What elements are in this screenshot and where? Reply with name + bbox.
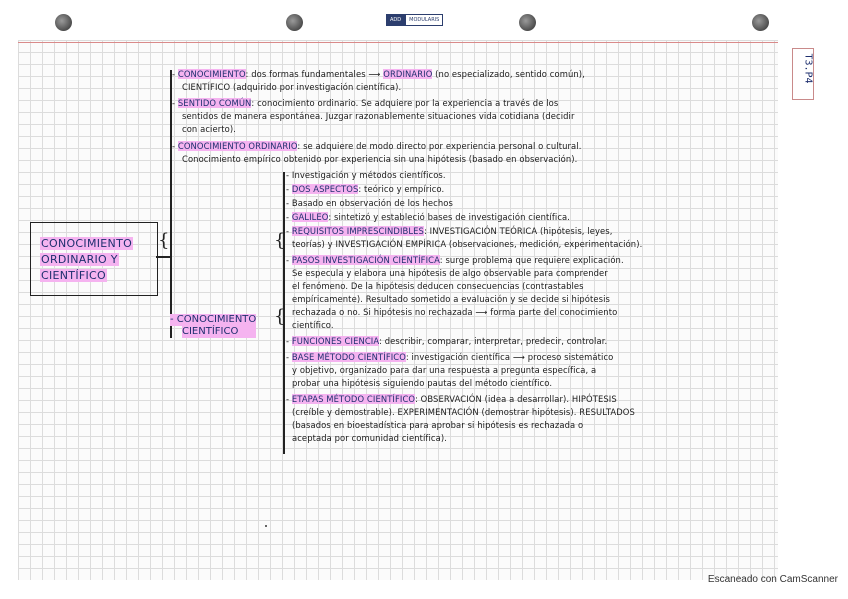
binder-hole-icon bbox=[55, 14, 72, 31]
brand-part2: MODULARIS bbox=[405, 14, 443, 26]
scanner-watermark: Escaneado con CamScanner bbox=[707, 574, 838, 585]
note-ordinario-label: ORDINARIO bbox=[383, 69, 433, 79]
note-etapas-line1: - ETAPAS MÉTODO CIENTÍFICO: OBSERVACIÓN (idea a desarrollar). HIPÓTESIS bbox=[286, 394, 617, 404]
note-etapas-line2: (creíble y demostrable). EXPERIMENTACIÓN (demostrar hipótesis). RESULTADOS bbox=[292, 407, 635, 417]
page-tab-label: T3.P4 bbox=[802, 53, 814, 84]
note-funciones: - FUNCIONES CIENCIA: describir, comparar, interpretar, predecir, controlar. bbox=[286, 336, 608, 346]
note-sentido-comun-label: SENTIDO COMÚN bbox=[177, 98, 252, 108]
note-label: DOS ASPECTOS bbox=[291, 184, 359, 194]
brace-icon: { bbox=[274, 306, 286, 327]
tree-connector bbox=[170, 70, 172, 338]
note-pasos-line5 bbox=[292, 307, 617, 317]
note-text: : dos formas fundamentales bbox=[245, 69, 366, 79]
note-base-line2: y objetivo, organizado para dar una respuesta a pregunta específica, a bbox=[292, 365, 597, 375]
note-observacion: - Basado en observación de los hechos bbox=[286, 198, 453, 208]
note-galileo: - GALILEO: sintetizó y estableció bases de investigación científica. bbox=[286, 212, 571, 222]
note-conocimiento-line1: - CONOCIMIENTO: dos formas fundamentales ⟶ ORDINARIO (no especializado, sentido común), bbox=[172, 69, 585, 79]
note-text: : surge problema que requiere explicación. bbox=[439, 255, 624, 265]
note-text: : conocimiento ordinario. Se adquiere por la experiencia a través de los bbox=[251, 98, 559, 108]
note-label: REQUISITOS IMPRESCINDIBLES bbox=[291, 226, 424, 236]
note-conocimiento-line2: CIENTÍFICO (adquirido por investigación científica). bbox=[182, 82, 402, 92]
note-ordinario-line2: Conocimiento empírico obtenido por experiencia sin una hipótesis (basado en observación). bbox=[182, 154, 578, 164]
note-text: : describir, comparar, interpretar, predecir, controlar. bbox=[379, 336, 608, 346]
note-pasos-line3: el fenómeno. De la hipótesis deducen consecuencias (contrastables bbox=[292, 281, 584, 291]
note-text: (no especializado, sentido común), bbox=[435, 69, 585, 79]
note-dos-aspectos: - DOS ASPECTOS: teórico y empírico. bbox=[286, 184, 445, 194]
arrow-right-icon: ⟶ bbox=[368, 69, 381, 79]
note-text: rechazada o no. Si hipótesis no rechazada bbox=[292, 307, 473, 317]
note-label: BASE MÉTODO CIENTÍFICO bbox=[291, 352, 406, 362]
note-etapas-line4: aceptada por comunidad científica). bbox=[292, 433, 447, 443]
sub-topic-line2: CIENTÍFICO bbox=[182, 326, 256, 338]
note-text: : OBSERVACIÓN (idea a desarrollar). HIPÓTESIS bbox=[414, 394, 617, 404]
note-label: FUNCIONES CIENCIA bbox=[291, 336, 380, 346]
main-topic-line2: ORDINARIO Y bbox=[41, 253, 118, 266]
note-requisitos-line1: - REQUISITOS IMPRESCINDIBLES: INVESTIGACIÓN TEÓRICA (hipótesis, leyes, bbox=[286, 226, 613, 236]
page-tab bbox=[792, 48, 814, 100]
tree-connector bbox=[156, 256, 170, 258]
note-base-line1: - BASE MÉTODO CIENTÍFICO: investigación científica ⟶ proceso sistemático bbox=[286, 352, 614, 362]
note-label: GALILEO bbox=[291, 212, 329, 222]
note-base-line3: probar una hipótesis siguiendo pautas del método científico. bbox=[292, 378, 553, 388]
brace-icon: { bbox=[274, 230, 286, 251]
binder-hole-icon bbox=[752, 14, 769, 31]
note-requisitos-line2: teorías) y INVESTIGACIÓN EMPÍRICA (observaciones, medición, experimentación). bbox=[292, 239, 643, 249]
note-text: : se adquiere de modo directo por experiencia personal o cultural. bbox=[297, 141, 582, 151]
main-topic-line3: CIENTÍFICO bbox=[41, 269, 106, 282]
note-text: : investigación científica bbox=[405, 352, 511, 362]
note-text: forma parte del conocimiento bbox=[490, 307, 618, 317]
note-pasos-line2: Se especula y elabora una hipótesis de algo observable para comprender bbox=[292, 268, 608, 278]
brand-part1: ADD bbox=[386, 14, 405, 26]
note-text: : INVESTIGACIÓN TEÓRICA (hipótesis, leyes, bbox=[423, 226, 613, 236]
note-investigacion: - Investigación y métodos científicos. bbox=[286, 170, 446, 180]
binder-hole-icon bbox=[519, 14, 536, 31]
note-pasos-line4: empíricamente). Resultado sometido a evaluación y se decide si hipótesis bbox=[292, 294, 611, 304]
arrow-right-icon: ⟶ bbox=[475, 307, 488, 317]
brace-icon: { bbox=[158, 230, 170, 251]
sub-topic-line1: - CONOCIMIENTO bbox=[170, 314, 257, 325]
note-sentido-comun-line3: con acierto). bbox=[182, 124, 236, 134]
note-text: proceso sistemático bbox=[527, 352, 614, 362]
pencil-mark bbox=[265, 525, 267, 527]
note-sentido-comun-line2: sentidos de manera espontánea. Juzgar razonablemente situaciones vida cotidiana (decidir bbox=[182, 111, 575, 121]
note-pasos-line1: - PASOS INVESTIGACIÓN CIENTÍFICA: surge problema que requiere explicación. bbox=[286, 255, 624, 265]
sub-topic-label bbox=[170, 314, 256, 338]
note-pasos-line6: científico. bbox=[292, 320, 334, 330]
note-text: : sintetizó y estableció bases de investigación científica. bbox=[328, 212, 571, 222]
arrow-right-icon: ⟶ bbox=[512, 352, 525, 362]
note-conocimiento-label: CONOCIMIENTO bbox=[177, 69, 246, 79]
main-topic-box bbox=[30, 222, 158, 296]
note-ordinario-label: CONOCIMIENTO ORDINARIO bbox=[177, 141, 298, 151]
note-etapas-line3: (basados en bioestadística para aprobar si hipótesis es rechazada o bbox=[292, 420, 584, 430]
note-ordinario-line1: - CONOCIMIENTO ORDINARIO: se adquiere de modo directo por experiencia personal o cultural. bbox=[172, 141, 582, 151]
notebook-brand-logo bbox=[386, 14, 443, 26]
note-sentido-comun-line1: - SENTIDO COMÚN: conocimiento ordinario. Se adquiere por la experiencia a través de los bbox=[172, 98, 559, 108]
note-label: ETAPAS MÉTODO CIENTÍFICO bbox=[291, 394, 415, 404]
main-topic-line1: CONOCIMIENTO bbox=[41, 237, 133, 250]
binder-hole-icon bbox=[286, 14, 303, 31]
margin-line bbox=[18, 42, 778, 43]
note-text: : teórico y empírico. bbox=[358, 184, 445, 194]
note-label: PASOS INVESTIGACIÓN CIENTÍFICA bbox=[291, 255, 440, 265]
